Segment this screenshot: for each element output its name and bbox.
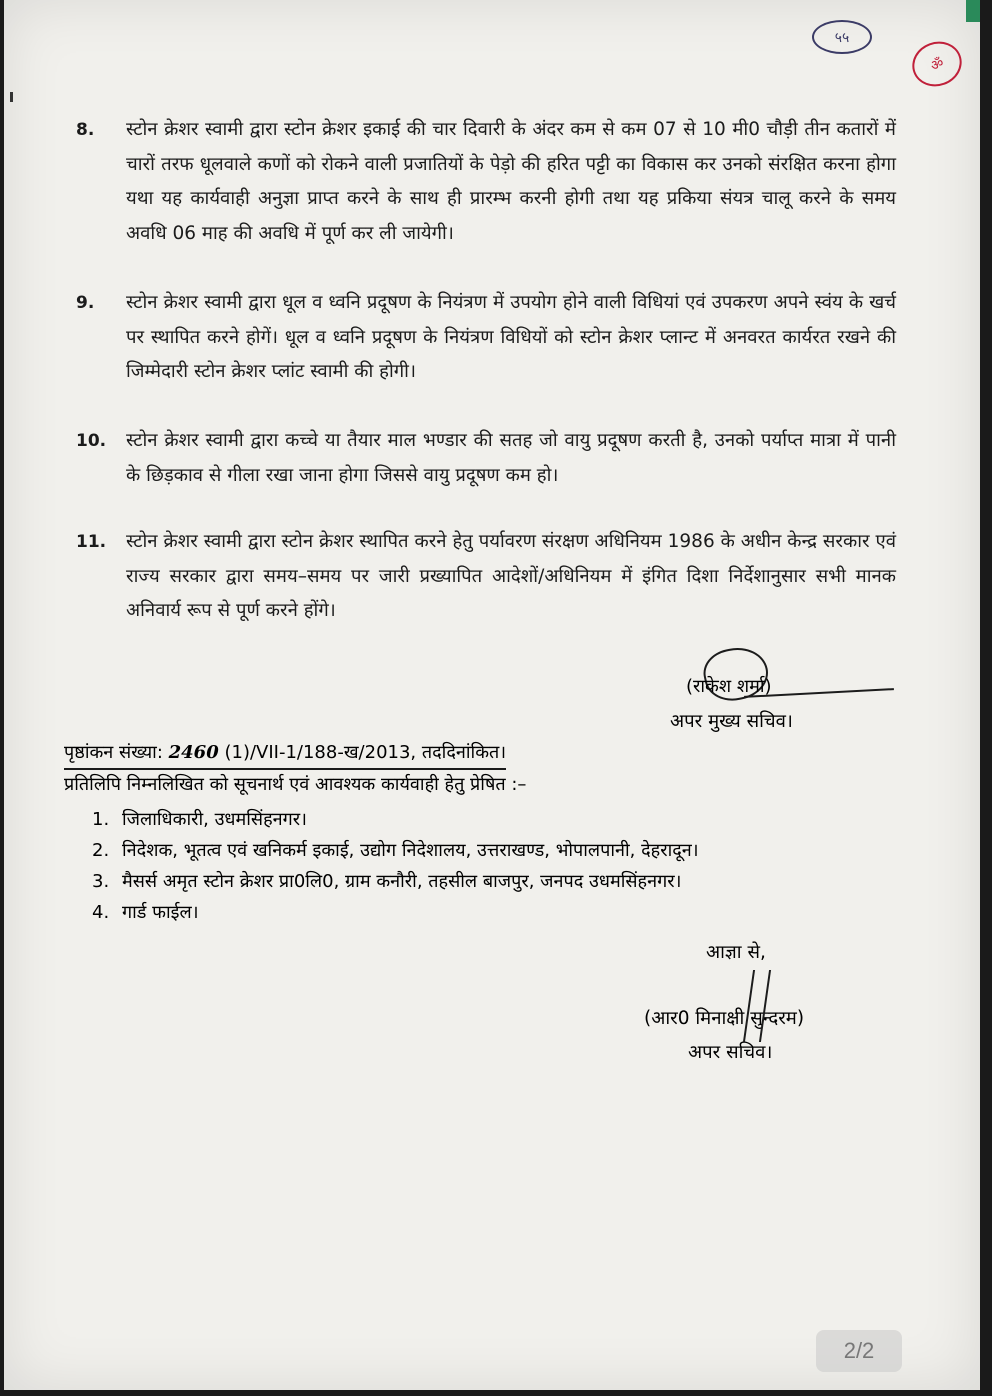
- signatory-name: (राकेश शर्मा): [686, 676, 772, 697]
- signature-block-2: [644, 936, 904, 1070]
- recipient-number: 2.: [92, 840, 110, 861]
- red-seal-stamp: [906, 35, 968, 93]
- clause-text: स्टोन क्रेशर स्वामी द्वारा धूल व ध्वनि प्रदूषण के नियंत्रण में उपयोग होने वाली विधियां एवं उपकरण अपने स्वंय के खर्च पर स्थापित करने होगें। धूल व ध्वनि प्रदूषण के नियंत्रण विधियों को स्टोन क्रेशर प्लान्ट में अनवरत कार्यरत रखने की जिम्मेदारी स्टोन क्रेशर प्लांट स्वामी की होगी।: [126, 292, 896, 382]
- clause-text: स्टोन क्रेशर स्वामी द्वारा स्टोन क्रेशर स्थापित करने हेतु पर्यावरण संरक्षण अधिनियम 1986 के अधीन केन्द्र सरकार एवं राज्य सरकार द्वारा समय–समय पर जारी प्रख्यापित आदेशों/अधिनियम में इंगित दिशा निर्देशानुसार सभी मानक अनिवार्य रूप से पूर्ण करने होंगे।: [126, 531, 896, 621]
- by-order-text: आज्ञा से,: [706, 942, 766, 963]
- reference-label: पृष्ठांकन संख्या:: [64, 742, 163, 763]
- recipient-text: गार्ड फाईल।: [122, 902, 199, 923]
- clause-text: स्टोन क्रेशर स्वामी द्वारा स्टोन क्रेशर इकाई की चार दिवारी के अंदर कम से कम 07 से 10 मी0 चौड़ी तीन कतारों में चारों तरफ धूलवाले कणों को रोकने वाली प्रजातियों के पेड़ो की हरित पट्टी का विकास कर उनको संरक्षित करना होगा यथा यह कार्यवाही अनुज्ञा प्राप्त करने के साथ ही प्रारम्भ करनी होगी तथा यह प्रकिया संयत्र चालू करने के समय अवधि 06 माह की अवधि में पूर्ण कर ली जायेगी।: [126, 119, 896, 244]
- clause-10: [76, 424, 896, 493]
- clause-9: [76, 286, 896, 390]
- page-number-stamp: [812, 20, 872, 54]
- clause-text: स्टोन क्रेशर स्वामी द्वारा कच्चे या तैयार माल भण्डार की सतह जो वायु प्रदूषण करती है, उनको पर्याप्त मात्रा में पानी के छिड़काव से गीला रखा जाना होगा जिससे वायु प्रदूषण कम हो।: [126, 430, 896, 486]
- recipient-number: 1.: [92, 809, 110, 830]
- clause-number: 9.: [76, 293, 95, 313]
- page-number-stamp-text: ५५: [834, 29, 850, 46]
- clause-number: 10.: [76, 431, 107, 451]
- clause-number: 8.: [76, 120, 95, 140]
- list-item: [92, 866, 904, 897]
- list-item: [92, 835, 904, 866]
- list-item: [92, 804, 904, 835]
- clause-number: 11.: [76, 532, 107, 552]
- recipient-text: मैसर्स अमृत स्टोन क्रेशर प्रा0लि0, ग्राम कनौरी, तहसील बाजपुर, जनपद उधमसिंहनगर।: [122, 871, 682, 892]
- recipient-text: निदेशक, भूतत्व एवं खनिकर्म इकाई, उद्योग निदेशालय, उत्तराखण्ड, भोपालपानी, देहरादून।: [122, 840, 699, 861]
- recipient-number: 4.: [92, 902, 110, 923]
- endorsement-section: [64, 738, 904, 928]
- signatory-designation: अपर सचिव।: [688, 1042, 773, 1063]
- reference-handwritten-number: 2460: [168, 742, 219, 763]
- list-item: [92, 897, 904, 928]
- recipient-number: 3.: [92, 871, 110, 892]
- reference-suffix: (1)/VII-1/188-ख/2013, तददिनांकित।: [224, 742, 507, 763]
- copy-forward-text: प्रतिलिपि निम्नलिखित को सूचनार्थ एवं आवश्यक कार्यवाही हेतु प्रेषित :–: [64, 774, 527, 795]
- reference-number-line: [64, 738, 506, 770]
- recipient-list: [92, 804, 904, 928]
- page-indicator: [816, 1330, 902, 1372]
- recipient-text: जिलाधिकारी, उधमसिंहनगर।: [122, 809, 307, 830]
- page-indicator-text: 2/2: [843, 1338, 875, 1363]
- margin-mark: [10, 92, 13, 102]
- edge-tab-mark: [966, 0, 980, 22]
- signatory-designation: अपर मुख्य सचिव।: [670, 711, 793, 732]
- red-seal-stamp-text: ॐ: [928, 54, 946, 75]
- clause-11: [76, 525, 896, 629]
- document-page: [4, 0, 980, 1390]
- clause-8: [76, 113, 896, 251]
- signatory-name: (आर0 मिनाक्षी सुन्दरम): [644, 1008, 805, 1029]
